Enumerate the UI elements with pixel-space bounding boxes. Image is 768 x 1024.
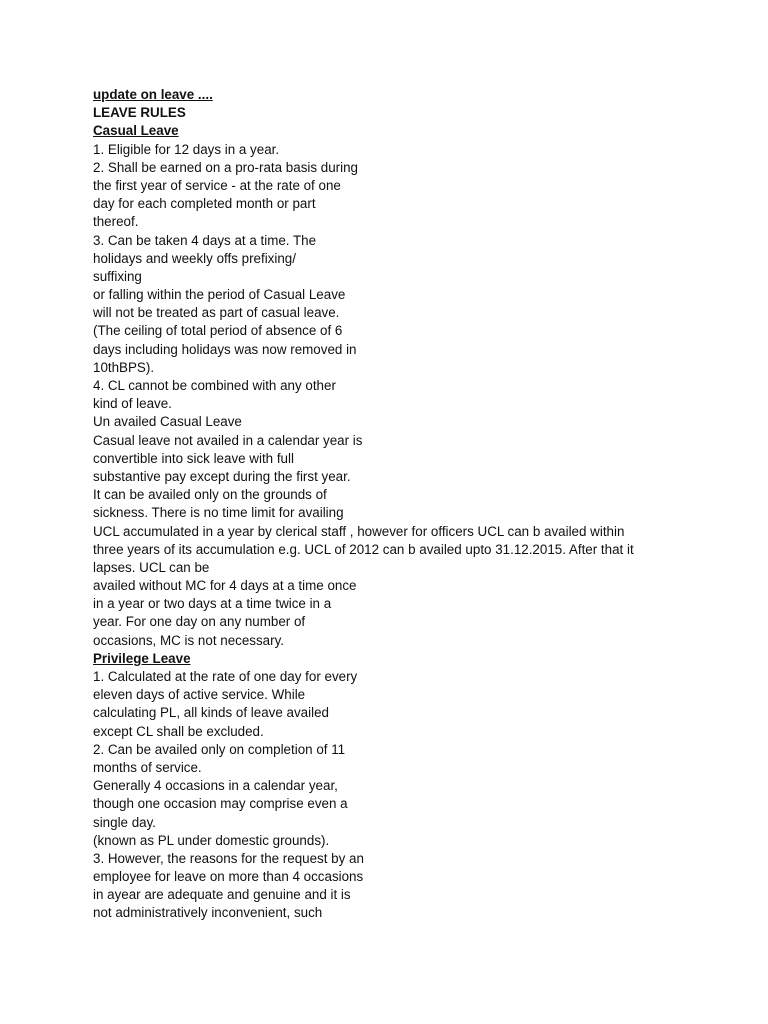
text-line: though one occasion may comprise even a xyxy=(93,796,348,812)
text-line: Casual leave not availed in a calendar year is xyxy=(93,432,363,448)
document-title: LEAVE RULES xyxy=(93,105,186,121)
text-line: 3. Can be taken 4 days at a time. The xyxy=(93,232,317,248)
text-line: months of service. xyxy=(93,759,202,775)
text-line: (known as PL under domestic grounds). xyxy=(93,832,330,848)
text-line: sickness. There is no time limit for availing xyxy=(93,505,344,521)
text-line: 2. Shall be earned on a pro-rata basis during xyxy=(93,159,359,175)
text-line: three years of its accumulation e.g. UCL of 2012 can b availed upto 31.12.2015. After that it xyxy=(93,541,634,557)
text-line: UCL accumulated in a year by clerical staff , however for officers UCL can b availed within xyxy=(93,523,625,539)
text-line: year. For one day on any number of xyxy=(93,614,306,630)
text-line: substantive pay except during the first year. xyxy=(93,468,351,484)
document-body xyxy=(93,86,693,923)
text-line: 1. Eligible for 12 days in a year. xyxy=(93,141,280,157)
section-heading: Privilege Leave xyxy=(93,650,191,666)
text-line: Generally 4 occasions in a calendar year, xyxy=(93,778,338,794)
text-line: eleven days of active service. While xyxy=(93,687,306,703)
text-line: except CL shall be excluded. xyxy=(93,723,264,739)
text-line: days including holidays was now removed in xyxy=(93,341,357,357)
text-line: 3. However, the reasons for the request by an xyxy=(93,850,364,866)
text-line: lapses. UCL can be xyxy=(93,559,210,575)
text-line: kind of leave. xyxy=(93,396,172,412)
section-heading: Casual Leave xyxy=(93,123,179,139)
text-line: suffixing xyxy=(93,268,142,284)
text-line: (The ceiling of total period of absence of 6 xyxy=(93,323,343,339)
text-line: occasions, MC is not necessary. xyxy=(93,632,285,648)
text-line: in ayear are adequate and genuine and it is xyxy=(93,887,351,903)
text-line: calculating PL, all kinds of leave availed xyxy=(93,705,329,721)
text-line: day for each completed month or part xyxy=(93,196,316,212)
text-line: availed without MC for 4 days at a time once xyxy=(93,578,357,594)
text-line: 4. CL cannot be combined with any other xyxy=(93,378,336,393)
text-line: It can be availed only on the grounds of xyxy=(93,487,327,503)
text-line: single day. xyxy=(93,814,157,830)
text-line: in a year or two days at a time twice in a xyxy=(93,596,332,612)
text-line: convertible into sick leave with full xyxy=(93,450,294,466)
text-line: not administratively inconvenient, such xyxy=(93,905,323,921)
text-line: or falling within the period of Casual Leave xyxy=(93,287,346,303)
section-heading: update on leave .... xyxy=(93,87,213,102)
text-line: employee for leave on more than 4 occasions xyxy=(93,869,364,885)
text-line: will not be treated as part of casual leave. xyxy=(93,305,340,321)
text-line: thereof. xyxy=(93,214,139,230)
text-line: 10thBPS). xyxy=(93,359,155,375)
text-line: 1. Calculated at the rate of one day for every xyxy=(93,669,358,684)
text-line: the first year of service - at the rate of one xyxy=(93,177,341,193)
text-line: Un availed Casual Leave xyxy=(93,414,242,430)
text-line: 2. Can be availed only on completion of 11 xyxy=(93,741,346,757)
text-line: holidays and weekly offs prefixing/ xyxy=(93,250,296,266)
